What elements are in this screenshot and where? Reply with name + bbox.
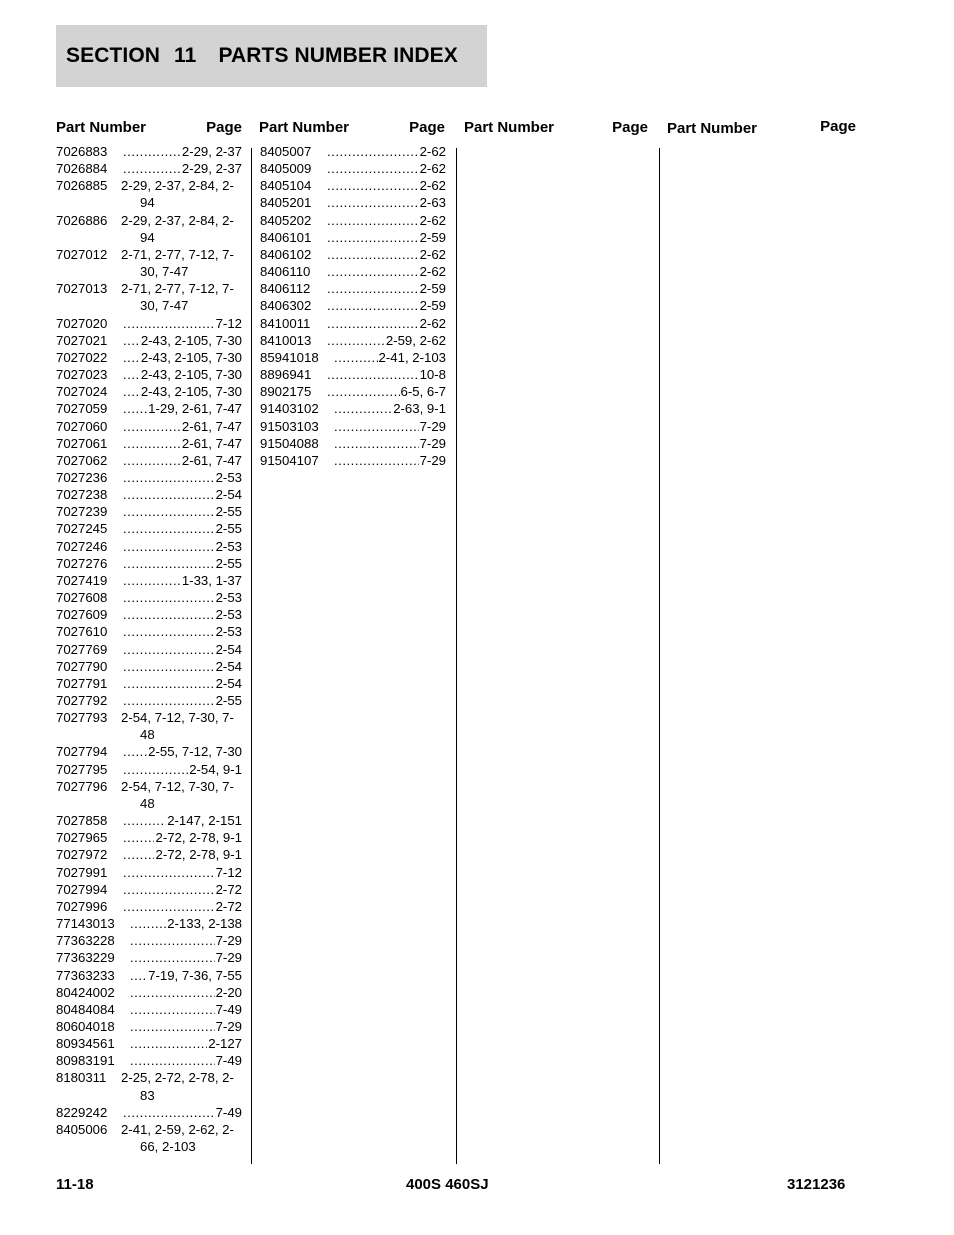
part-number: 7027991 [56, 864, 108, 880]
page-reference: 7-29 [419, 418, 446, 434]
index-entry [56, 984, 242, 1001]
index-entry [260, 177, 446, 194]
dot-leader [123, 503, 215, 520]
dot-leader [123, 761, 188, 778]
dot-leader [123, 555, 215, 572]
column-header-page: Page [206, 119, 242, 136]
dot-leader [123, 606, 215, 623]
page-reference: 2-62 [419, 246, 446, 262]
section-banner [56, 25, 487, 87]
page-reference: 2-55 [215, 555, 242, 571]
page-reference: 2-25, 2-72, 2-78, 2-83 [121, 1070, 234, 1103]
dot-leader [123, 160, 181, 177]
dot-leader [123, 692, 215, 709]
part-number: 8405104 [260, 178, 312, 194]
part-number: 7027236 [56, 469, 108, 485]
part-number: 91504088 [260, 435, 319, 451]
part-number: 7027059 [56, 401, 108, 417]
part-number: 7027023 [56, 367, 108, 383]
page-reference: 2-29, 2-37 [181, 144, 242, 159]
part-number: 8406302 [260, 298, 312, 314]
index-entry [56, 898, 242, 915]
part-number: 77363228 [56, 933, 115, 949]
page-reference: 2-61, 7-47 [181, 418, 242, 434]
part-number: 7027013 [56, 281, 108, 297]
page-reference: 2-59 [419, 229, 446, 245]
page-reference: 2-72 [215, 881, 242, 897]
part-number: 80934561 [56, 1036, 115, 1052]
page-reference: 2-54, 7-12, 7-30, 7-48 [121, 710, 234, 743]
index-entry [56, 623, 242, 640]
dot-leader [130, 1035, 207, 1052]
page-reference: 2-72, 2-78, 9-1 [155, 847, 242, 863]
part-number: 7026886 [56, 212, 108, 228]
dot-leader [123, 452, 181, 469]
part-number: 7027276 [56, 555, 108, 571]
page-reference: 2-43, 2-105, 7-30 [140, 367, 242, 383]
index-entry [260, 280, 446, 297]
index-entry [260, 315, 446, 332]
page-reference: 2-54 [215, 658, 242, 674]
page-reference: 2-147, 2-151 [167, 813, 242, 829]
part-number: 7027022 [56, 349, 108, 365]
index-entry [56, 675, 242, 692]
dot-leader [334, 418, 419, 435]
index-entry [260, 143, 446, 160]
dot-leader [327, 280, 419, 297]
page-reference: 2-62 [419, 161, 446, 177]
page-reference: 2-55 [215, 521, 242, 537]
column-divider [251, 148, 252, 1164]
page-reference: 2-43, 2-105, 7-30 [140, 384, 242, 400]
dot-leader [123, 623, 215, 640]
part-number: 7027972 [56, 847, 108, 863]
page-reference: 2-133, 2-138 [167, 916, 242, 932]
part-number: 8405202 [260, 212, 312, 228]
index-entry [56, 332, 242, 349]
page-reference: 2-29, 2-37 [181, 161, 242, 177]
page-reference: 2-62 [419, 315, 446, 331]
page-reference: 1-33, 1-37 [181, 572, 242, 588]
index-entry [56, 1018, 242, 1035]
page-reference: 7-12 [215, 864, 242, 880]
page-reference: 2-53 [215, 590, 242, 606]
part-number: 8405007 [260, 144, 312, 159]
column-header-page: Page [820, 118, 856, 135]
index-entry [56, 486, 242, 503]
index-entry [260, 418, 446, 435]
part-number: 7027061 [56, 435, 108, 451]
index-column-1 [56, 143, 242, 1155]
dot-leader [123, 486, 215, 503]
part-number: 7027796 [56, 778, 108, 794]
index-entry [56, 315, 242, 332]
index-entry [56, 520, 242, 537]
part-number: 8406102 [260, 246, 312, 262]
page-reference: 2-54, 7-12, 7-30, 7-48 [121, 778, 234, 811]
part-number: 80604018 [56, 1018, 115, 1034]
index-entry [260, 263, 446, 280]
part-number: 7027060 [56, 418, 108, 434]
dot-leader [123, 520, 215, 537]
index-entry [56, 812, 242, 829]
dot-leader [327, 143, 419, 160]
page-reference: 2-59, 2-62 [385, 332, 446, 348]
dot-leader [130, 949, 215, 966]
index-entry [260, 246, 446, 263]
dot-leader [327, 332, 385, 349]
page-reference: 2-43, 2-105, 7-30 [140, 349, 242, 365]
page-reference: 7-49 [215, 1053, 242, 1069]
index-entry [56, 915, 242, 932]
dot-leader [123, 315, 215, 332]
part-number: 7026883 [56, 144, 108, 159]
dot-leader [130, 915, 166, 932]
index-entry [56, 778, 242, 812]
dot-leader [327, 246, 419, 263]
dot-leader [123, 143, 181, 160]
index-entry [56, 932, 242, 949]
page-reference: 2-41, 2-59, 2-62, 2-66, 2-103 [121, 1121, 234, 1155]
part-number: 7027239 [56, 504, 108, 520]
dot-leader [123, 589, 215, 606]
column-divider [456, 148, 457, 1164]
page-reference: 7-49 [215, 1001, 242, 1017]
index-entry [260, 400, 446, 417]
dot-leader [123, 400, 147, 417]
part-number: 7027996 [56, 898, 108, 914]
dot-leader [123, 349, 140, 366]
page-reference: 7-29 [215, 933, 242, 949]
index-entry [56, 881, 242, 898]
part-number: 7027238 [56, 487, 108, 503]
part-number: 7027793 [56, 710, 108, 726]
part-number: 91503103 [260, 418, 319, 434]
index-entry [260, 212, 446, 229]
index-entry [56, 949, 242, 966]
part-number: 7027062 [56, 452, 108, 468]
index-entry [56, 469, 242, 486]
dot-leader [123, 881, 215, 898]
column-header-1 [56, 119, 242, 136]
index-entry [260, 160, 446, 177]
part-number: 7027795 [56, 761, 108, 777]
dot-leader [130, 932, 215, 949]
page-reference: 2-71, 2-77, 7-12, 7-30, 7-47 [121, 281, 234, 314]
dot-leader [327, 194, 419, 211]
index-entry [56, 143, 242, 160]
dot-leader [123, 743, 147, 760]
column-header-4 [667, 118, 856, 137]
dot-leader [123, 383, 140, 400]
dot-leader [130, 984, 215, 1001]
part-number: 8405201 [260, 195, 312, 211]
dot-leader [123, 675, 215, 692]
dot-leader [327, 229, 419, 246]
index-column-2 [260, 143, 446, 469]
index-entry [260, 383, 446, 400]
dot-leader [327, 160, 419, 177]
column-divider [659, 148, 660, 1164]
page-reference: 2-43, 2-105, 7-30 [140, 332, 242, 348]
index-entry [56, 1035, 242, 1052]
page-reference: 2-53 [215, 469, 242, 485]
footer-page-number: 11-18 [56, 1176, 94, 1193]
part-number: 8229242 [56, 1104, 108, 1120]
column-header-page: Page [409, 119, 445, 136]
part-number: 91403102 [260, 401, 319, 417]
index-entry [56, 864, 242, 881]
column-header-part: Part Number [56, 119, 147, 136]
index-entry [56, 160, 242, 177]
page-reference: 2-63 [419, 195, 446, 211]
page-reference: 2-71, 2-77, 7-12, 7-30, 7-47 [121, 246, 234, 280]
page-reference: 2-61, 7-47 [181, 452, 242, 468]
dot-leader [327, 383, 400, 400]
part-number: 7027608 [56, 590, 108, 606]
part-number: 8902175 [260, 384, 312, 400]
page-reference: 2-41, 2-103 [378, 349, 446, 365]
index-entry [56, 846, 242, 863]
part-number: 7027858 [56, 813, 108, 829]
part-number: 80983191 [56, 1053, 115, 1069]
page-reference: 2-55 [215, 693, 242, 708]
page-reference: 2-127 [208, 1036, 242, 1052]
column-header-3 [464, 119, 648, 136]
index-entry [56, 555, 242, 572]
page-reference: 2-55, 7-12, 7-30 [148, 744, 242, 760]
column-header-2 [259, 119, 445, 136]
page-reference: 1-29, 2-61, 7-47 [148, 401, 242, 417]
index-entry [56, 452, 242, 469]
index-entry [56, 1069, 242, 1103]
dot-leader [123, 641, 215, 658]
page-reference: 7-29 [215, 950, 242, 966]
page-reference: 2-20 [215, 984, 242, 1000]
page-reference: 2-63, 9-1 [393, 401, 446, 417]
index-entry [56, 246, 242, 280]
index-entry [56, 589, 242, 606]
dot-leader [123, 898, 215, 915]
page-reference: 6-5, 6-7 [400, 384, 446, 400]
index-entry [56, 418, 242, 435]
index-entry [56, 503, 242, 520]
page-reference: 7-29 [215, 1018, 242, 1034]
page-reference: 7-29 [419, 435, 446, 451]
part-number: 85941018 [260, 349, 319, 365]
dot-leader [123, 658, 215, 675]
part-number: 7027012 [56, 246, 108, 262]
index-entry [56, 1001, 242, 1018]
dot-leader [334, 349, 378, 366]
dot-leader [123, 864, 215, 881]
page-reference: 2-55 [215, 504, 242, 520]
page-reference: 7-12 [215, 315, 242, 331]
page-reference: 2-53 [215, 624, 242, 640]
dot-leader [123, 538, 215, 555]
index-entry [56, 692, 242, 709]
page-reference: 2-29, 2-37, 2-84, 2-94 [121, 178, 234, 211]
index-entry [260, 435, 446, 452]
index-entry [56, 606, 242, 623]
part-number: 8180311 [56, 1070, 107, 1086]
index-entry [56, 709, 242, 743]
index-entry [56, 658, 242, 675]
page-reference: 2-62 [419, 212, 446, 228]
page-reference: 2-54, 9-1 [189, 761, 242, 777]
index-entry [260, 366, 446, 383]
section-title: PARTS NUMBER INDEX [218, 44, 458, 67]
part-number: 7027419 [56, 572, 108, 588]
page-reference: 2-62 [419, 178, 446, 194]
part-number: 7027769 [56, 641, 108, 657]
dot-leader [327, 263, 419, 280]
part-number: 8406110 [260, 264, 311, 280]
dot-leader [130, 1018, 215, 1035]
page-reference: 2-54 [215, 641, 242, 657]
index-entry [260, 229, 446, 246]
part-number: 7026884 [56, 161, 108, 177]
section-number: 11 [174, 44, 197, 67]
index-entry [56, 212, 242, 246]
index-entry [260, 332, 446, 349]
dot-leader [123, 366, 140, 383]
index-entry [56, 572, 242, 589]
dot-leader [334, 452, 419, 469]
page-reference: 2-54 [215, 487, 242, 503]
column-header-page: Page [612, 119, 648, 136]
index-entry [56, 761, 242, 778]
section-label: SECTION [66, 44, 161, 67]
part-number: 7027024 [56, 384, 108, 400]
page-reference: 2-62 [419, 144, 446, 159]
page-reference: 7-49 [215, 1104, 242, 1120]
column-header-part: Part Number [464, 119, 555, 136]
index-entry [56, 1121, 242, 1155]
part-number: 7027245 [56, 521, 108, 537]
part-number: 8405006 [56, 1121, 108, 1137]
page-reference: 7-19, 7-36, 7-55 [148, 967, 242, 983]
page-reference: 2-61, 7-47 [181, 435, 242, 451]
column-header-part: Part Number [259, 119, 350, 136]
index-entry [260, 452, 446, 469]
part-number: 8896941 [260, 367, 312, 383]
dot-leader [123, 469, 215, 486]
part-number: 7027792 [56, 693, 108, 708]
index-entry [56, 829, 242, 846]
page-reference: 2-59 [419, 298, 446, 314]
index-entry [56, 743, 242, 760]
dot-leader [327, 315, 419, 332]
page-reference: 2-62 [419, 264, 446, 280]
dot-leader [327, 366, 419, 383]
dot-leader [123, 812, 166, 829]
part-number: 77363233 [56, 967, 115, 983]
dot-leader [130, 1001, 215, 1018]
page-reference: 7-29 [419, 452, 446, 468]
dot-leader [327, 212, 419, 229]
dot-leader [130, 1052, 215, 1069]
part-number: 91504107 [260, 452, 319, 468]
part-number: 80484084 [56, 1001, 115, 1017]
dot-leader [123, 418, 181, 435]
footer-doc-number: 3121236 [787, 1176, 846, 1193]
part-number: 7027021 [56, 332, 108, 348]
part-number: 8406101 [260, 229, 312, 245]
dot-leader [130, 967, 147, 984]
index-entry [56, 538, 242, 555]
index-entry [260, 349, 446, 366]
page-reference: 2-53 [215, 538, 242, 554]
index-entry [56, 1052, 242, 1069]
index-entry [56, 641, 242, 658]
index-entry [56, 383, 242, 400]
index-entry [56, 400, 242, 417]
page-reference: 2-53 [215, 607, 242, 623]
index-entry [56, 280, 242, 314]
page-reference: 2-72 [215, 898, 242, 914]
part-number: 80424002 [56, 984, 115, 1000]
dot-leader [327, 177, 419, 194]
dot-leader [123, 829, 154, 846]
part-number: 7026885 [56, 178, 108, 194]
part-number: 7027791 [56, 675, 108, 691]
part-number: 7027020 [56, 315, 108, 331]
part-number: 8406112 [260, 281, 311, 297]
part-number: 7027609 [56, 607, 108, 623]
dot-leader [123, 332, 140, 349]
page-reference: 2-29, 2-37, 2-84, 2-94 [121, 212, 234, 245]
part-number: 7027610 [56, 624, 108, 640]
part-number: 77363229 [56, 950, 115, 966]
dot-leader [334, 400, 392, 417]
dot-leader [123, 572, 181, 589]
page-reference: 10-8 [419, 367, 446, 383]
index-entry [56, 967, 242, 984]
column-header-part: Part Number [667, 120, 758, 137]
index-entry [56, 177, 242, 211]
footer-model: 400S 460SJ [406, 1176, 489, 1193]
page-reference: 2-54 [215, 675, 242, 691]
index-entry [56, 435, 242, 452]
index-entry [260, 194, 446, 211]
page-reference: 2-59 [419, 281, 446, 297]
part-number: 7027790 [56, 658, 108, 674]
index-entry [56, 1104, 242, 1121]
dot-leader [327, 297, 419, 314]
part-number: 7027994 [56, 881, 108, 897]
part-number: 8410011 [260, 315, 311, 331]
index-entry [56, 366, 242, 383]
dot-leader [123, 435, 181, 452]
part-number: 7027965 [56, 830, 108, 846]
index-entry [56, 349, 242, 366]
dot-leader [123, 846, 154, 863]
part-number: 8410013 [260, 332, 312, 348]
part-number: 7027794 [56, 744, 108, 760]
dot-leader [123, 1104, 215, 1121]
part-number: 77143013 [56, 916, 115, 932]
part-number: 7027246 [56, 538, 108, 554]
dot-leader [334, 435, 419, 452]
index-entry [260, 297, 446, 314]
page-reference: 2-72, 2-78, 9-1 [155, 830, 242, 846]
part-number: 8405009 [260, 161, 312, 177]
